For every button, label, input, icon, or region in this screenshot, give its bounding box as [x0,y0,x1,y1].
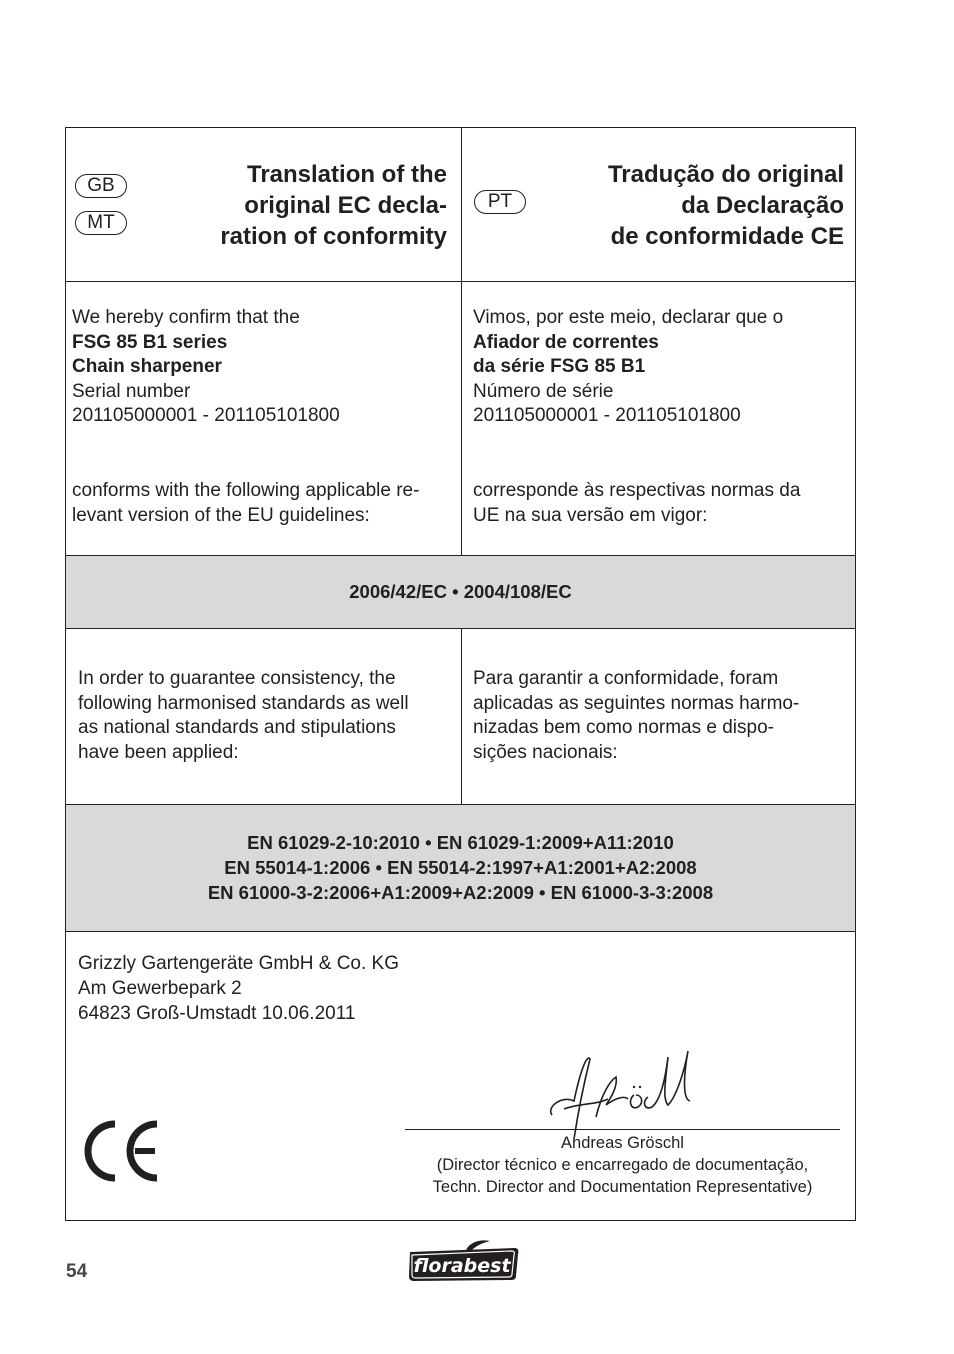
conforms-right [473,479,800,528]
product-right [473,306,783,429]
standards-divider [461,628,462,804]
product-left [72,306,340,429]
standard-line: EN 61029-2-10:2010 • EN 61029-1:2009+A11:2010 [247,832,674,853]
title-english [220,159,447,252]
product-name: Chain sharpener [72,356,222,377]
signature-icon [544,1043,714,1143]
standards-intro-line: have been applied: [78,741,239,763]
title-english-line: original EC decla- [244,192,447,219]
standards-intro-left [78,667,409,765]
serial-range: 201105000001 - 201105101800 [72,405,340,426]
standards-intro-line: In order to guarantee consistency, the [78,668,396,689]
conforms-line: conforms with the following applicable re- [72,480,420,501]
standards-intro-right [473,667,799,765]
directives: 2006/42/EC • 2004/108/EC [349,581,572,602]
conforms-left [72,479,419,528]
florabest-logo-icon [406,1238,520,1284]
product-intro: Vimos, por este meio, declarar que o [473,307,784,328]
company-street: Am Gewerbepark 2 [78,978,242,999]
product-divider [461,281,462,555]
standards-list [66,830,855,905]
product-name: Afiador de correntes [473,331,659,353]
conforms-line: UE na sua versão em vigor: [473,504,708,526]
logo-text: florabest [413,1255,511,1277]
serial-label: Número de série [473,380,614,402]
title-english-line: Translation of the [246,161,447,188]
badge-pt: PT [474,190,526,214]
standards-intro-line: aplicadas as seguintes normas harmo- [473,692,800,714]
signature-line [405,1129,840,1130]
signatory-block [405,1132,840,1198]
signatory-role: Techn. Director and Documentation Representative) [432,1178,813,1196]
product-intro: We hereby confirm that the [72,307,300,328]
title-portuguese-line: da Declaração [681,192,844,219]
conforms-line: corresponde às respectivas normas da [473,480,801,501]
company-name: Grizzly Gartengeräte GmbH & Co. KG [78,953,399,974]
standards-intro-line: as national standards and stipulations [78,717,396,738]
signatory-name: Andreas Gröschl [561,1134,684,1152]
company-address [78,951,399,1026]
standards-intro-line: nizadas bem como normas e dispo- [473,717,774,738]
header-divider [461,128,462,281]
product-name: FSG 85 B1 series [72,331,228,353]
conforms-line: levant version of the EU guidelines: [72,504,370,526]
divider [66,931,855,932]
product-name: da série FSG 85 B1 [473,356,646,377]
serial-label: Serial number [72,380,191,402]
standards-intro-line: following harmonised standards as well [78,692,409,714]
title-portuguese-line: de conformidade CE [610,223,844,250]
page-number: 54 [66,1261,88,1282]
declaration-frame [65,127,856,1221]
standard-line: EN 55014-1:2006 • EN 55014-2:1997+A1:2001+A2:2008 [224,857,697,878]
badge-gb: GB [75,174,127,198]
title-english-line: ration of conformity [220,223,447,250]
serial-range: 201105000001 - 201105101800 [473,405,741,426]
standards-intro-line: Para garantir a conformidade, foram [473,668,779,689]
standards-intro-line: sições nacionais: [473,741,618,763]
company-city-date: 64823 Groß-Umstadt 10.06.2011 [78,1003,356,1024]
standard-line: EN 61000-3-2:2006+A1:2009+A2:2009 • EN 61000-3-3:2008 [207,882,714,903]
signatory-role: (Director técnico e encarregado de documentação, [436,1156,809,1174]
badge-mt: MT [75,211,127,235]
ce-mark-icon [79,1118,163,1184]
title-portuguese [608,159,844,252]
title-portuguese-line: Tradução do original [607,161,844,188]
